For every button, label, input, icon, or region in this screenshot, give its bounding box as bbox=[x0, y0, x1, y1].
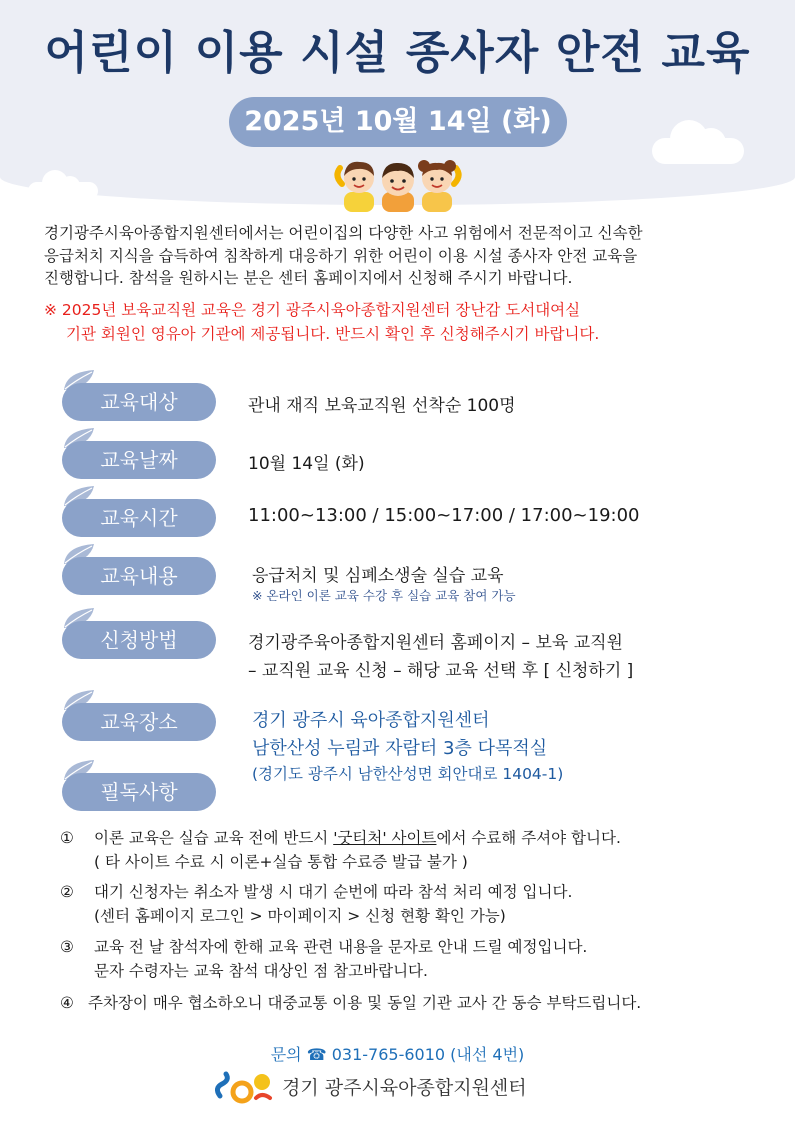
contact-phone: 문의 ☎ 031-765-6010 (내선 4번) bbox=[270, 1045, 525, 1064]
label-target: 교육대상 bbox=[62, 383, 216, 421]
label-apply: 신청방법 bbox=[62, 621, 216, 659]
place-line: 경기 광주시 육아종합지원센터 bbox=[252, 710, 490, 731]
rule-line: (센터 홈페이지 로그인 > 마이페이지 > 신청 현황 확인 가능) bbox=[94, 907, 506, 925]
label-content: 교육내용 bbox=[62, 557, 216, 595]
rule-line: ( 타 사이트 수료 시 이론+실습 통합 수료증 발급 불가 ) bbox=[94, 853, 468, 871]
place-address: (경기도 광주시 남한산성면 회안대로 1404-1) bbox=[252, 765, 564, 783]
goodteacher-site-link: '굿티처' 사이트 bbox=[333, 829, 437, 847]
date-value: 10월 14일 (화) bbox=[248, 454, 365, 474]
intro-text bbox=[44, 222, 764, 290]
intro-line: 진행합니다. 참석을 원하시는 분은 센터 홈페이지에서 신청해 주시기 바랍니다. bbox=[44, 269, 573, 287]
rule-line: 교육 전 날 참석자에 한해 교육 관련 내용을 문자로 안내 드릴 예정입니다. bbox=[94, 938, 588, 956]
cloud-decoration bbox=[28, 182, 98, 200]
target-value: 관내 재직 보육교직원 선착순 100명 bbox=[248, 396, 516, 416]
notice-line: 기관 회원인 영유아 기관에 제공됩니다. 반드시 확인 후 신청해주시기 바랍니다. bbox=[66, 325, 600, 343]
rule-line: 문자 수령자는 교육 참석 대상인 점 참고바랍니다. bbox=[94, 962, 428, 980]
rule-number: ③ bbox=[60, 938, 74, 956]
cloud-decoration bbox=[652, 138, 744, 164]
children-illustration bbox=[334, 154, 462, 212]
content-note: ※ 온라인 이론 교육 수강 후 실습 교육 참여 가능 bbox=[252, 588, 516, 603]
time-value: 11:00~13:00 / 15:00~17:00 / 17:00~19:00 bbox=[248, 505, 640, 526]
notice-line: ※ 2025년 보육교직원 교육은 경기 광주시육아종합지원센터 장난감 도서대여실 bbox=[44, 301, 581, 319]
center-logo-icon bbox=[212, 1068, 276, 1108]
rule-line: 대기 신청자는 취소자 발생 시 대기 순번에 따라 참석 처리 예정 입니다. bbox=[94, 883, 573, 901]
apply-line: 경기광주육아종합지원센터 홈페이지 – 보육 교직원 bbox=[248, 633, 623, 653]
rule-number: ② bbox=[60, 883, 74, 901]
intro-line: 경기광주시육아종합지원센터에서는 어린이집의 다양한 사고 위험에서 전문적이고 신속한 bbox=[44, 224, 643, 242]
apply-line: – 교직원 교육 신청 – 해당 교육 선택 후 [ 신청하기 ] bbox=[248, 661, 634, 681]
rule-number: ① bbox=[60, 829, 74, 847]
intro-line: 응급처치 지식을 습득하여 침착하게 대응하기 위한 어린이 이용 시설 종사자 안전 교육을 bbox=[44, 246, 638, 265]
label-date: 교육날짜 bbox=[62, 441, 216, 479]
organization-name: 경기 광주시육아종합지원센터 bbox=[282, 1077, 527, 1099]
label-must-read: 필독사항 bbox=[62, 773, 216, 811]
label-time: 교육시간 bbox=[62, 499, 216, 537]
place-line: 남한산성 누림과 자람터 3층 다목적실 bbox=[252, 738, 548, 759]
rule-line: 이론 교육은 실습 교육 전에 반드시 '굿티처' 사이트에서 수료해 주셔야 합니다. bbox=[94, 829, 621, 847]
content-value: 응급처치 및 심폐소생술 실습 교육 bbox=[252, 566, 504, 586]
rule-number: ④ bbox=[60, 994, 74, 1012]
label-place: 교육장소 bbox=[62, 703, 216, 741]
page-title: 어린이 이용 시설 종사자 안전 교육 bbox=[44, 26, 751, 79]
membership-notice bbox=[44, 298, 764, 346]
event-date-badge: 2025년 10월 14일 (화) bbox=[229, 97, 567, 147]
rule-line: 주차장이 매우 협소하오니 대중교통 이용 및 동일 기관 교사 간 동승 부탁드립니다. bbox=[88, 994, 642, 1012]
